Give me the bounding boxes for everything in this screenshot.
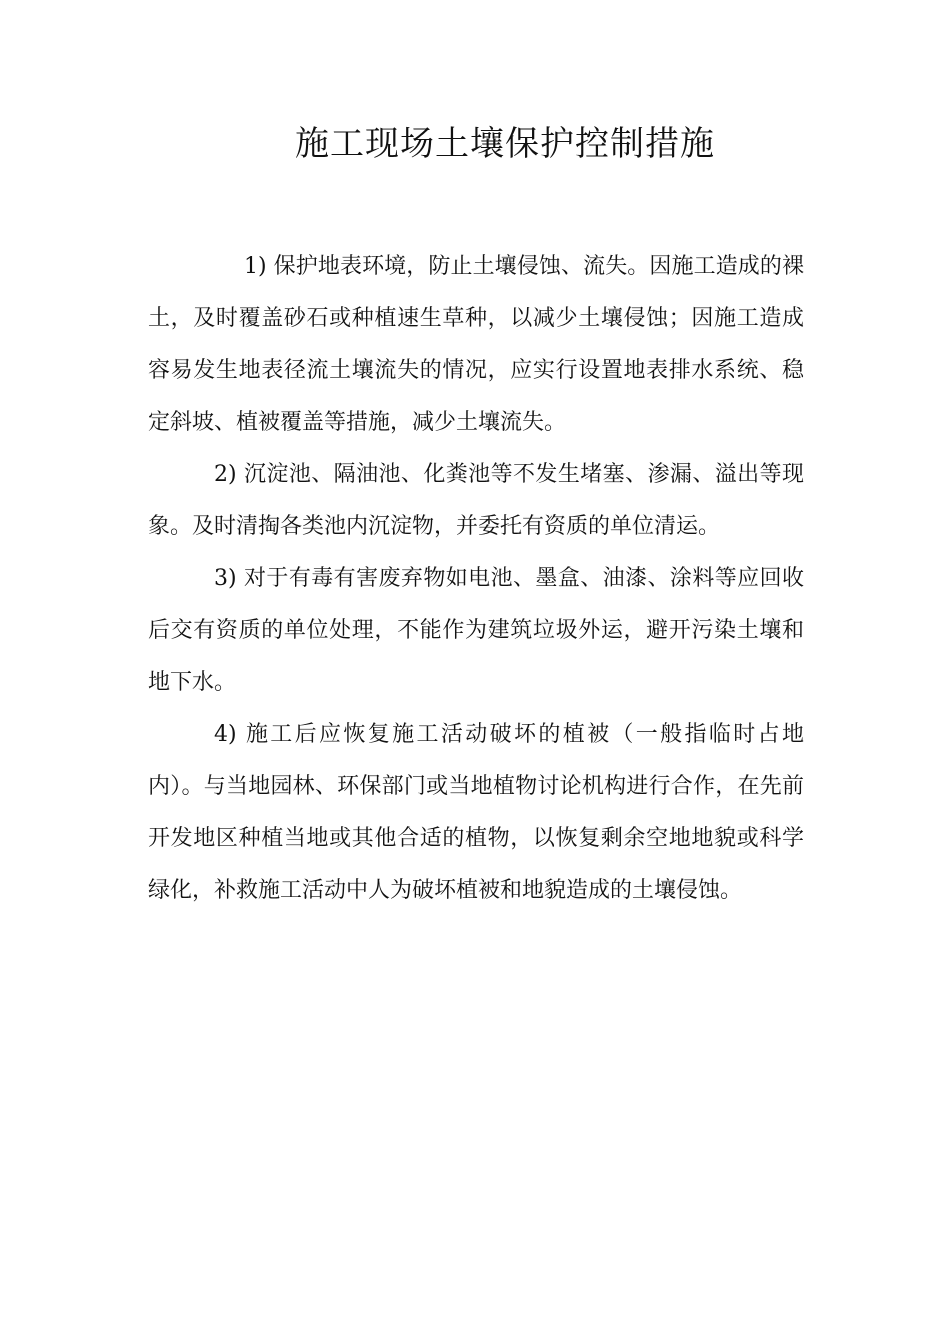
document-body: [148, 241, 804, 917]
paragraph-2: 2) 沉淀池、隔油池、化粪池等不发生堵塞、渗漏、溢出等现象。及时清掏各类池内沉淀物，并委托有资质的单位清运。: [148, 462, 804, 539]
paragraph-4: 4) 施工后应恢复施工活动破坏的植被（一般指临时占地内）。与当地园林、环保部门或当地植物讨论机构进行合作，在先前开发地区种植当地或其他合适的植物，以恢复剩余空地地貌或科学绿化，补救施工活动中人为破坏植被和地貌造成的土壤侵蚀。: [148, 722, 804, 903]
paragraph-1: 1) 保护地表环境，防止土壤侵蚀、流失。因施工造成的裸土，及时覆盖砂石或种植速生草种，以减少土壤侵蚀；因施工造成容易发生地表径流土壤流失的情况，应实行设置地表排水系统、稳定斜坡、植被覆盖等措施，减少土壤流失。: [148, 254, 804, 435]
document-title: 施工现场土壤保护控制措施: [295, 124, 715, 164]
paragraph-3: 3) 对于有毒有害废弃物如电池、墨盒、油漆、涂料等应回收后交有资质的单位处理，不能作为建筑垃圾外运，避开污染土壤和地下水。: [148, 566, 804, 695]
